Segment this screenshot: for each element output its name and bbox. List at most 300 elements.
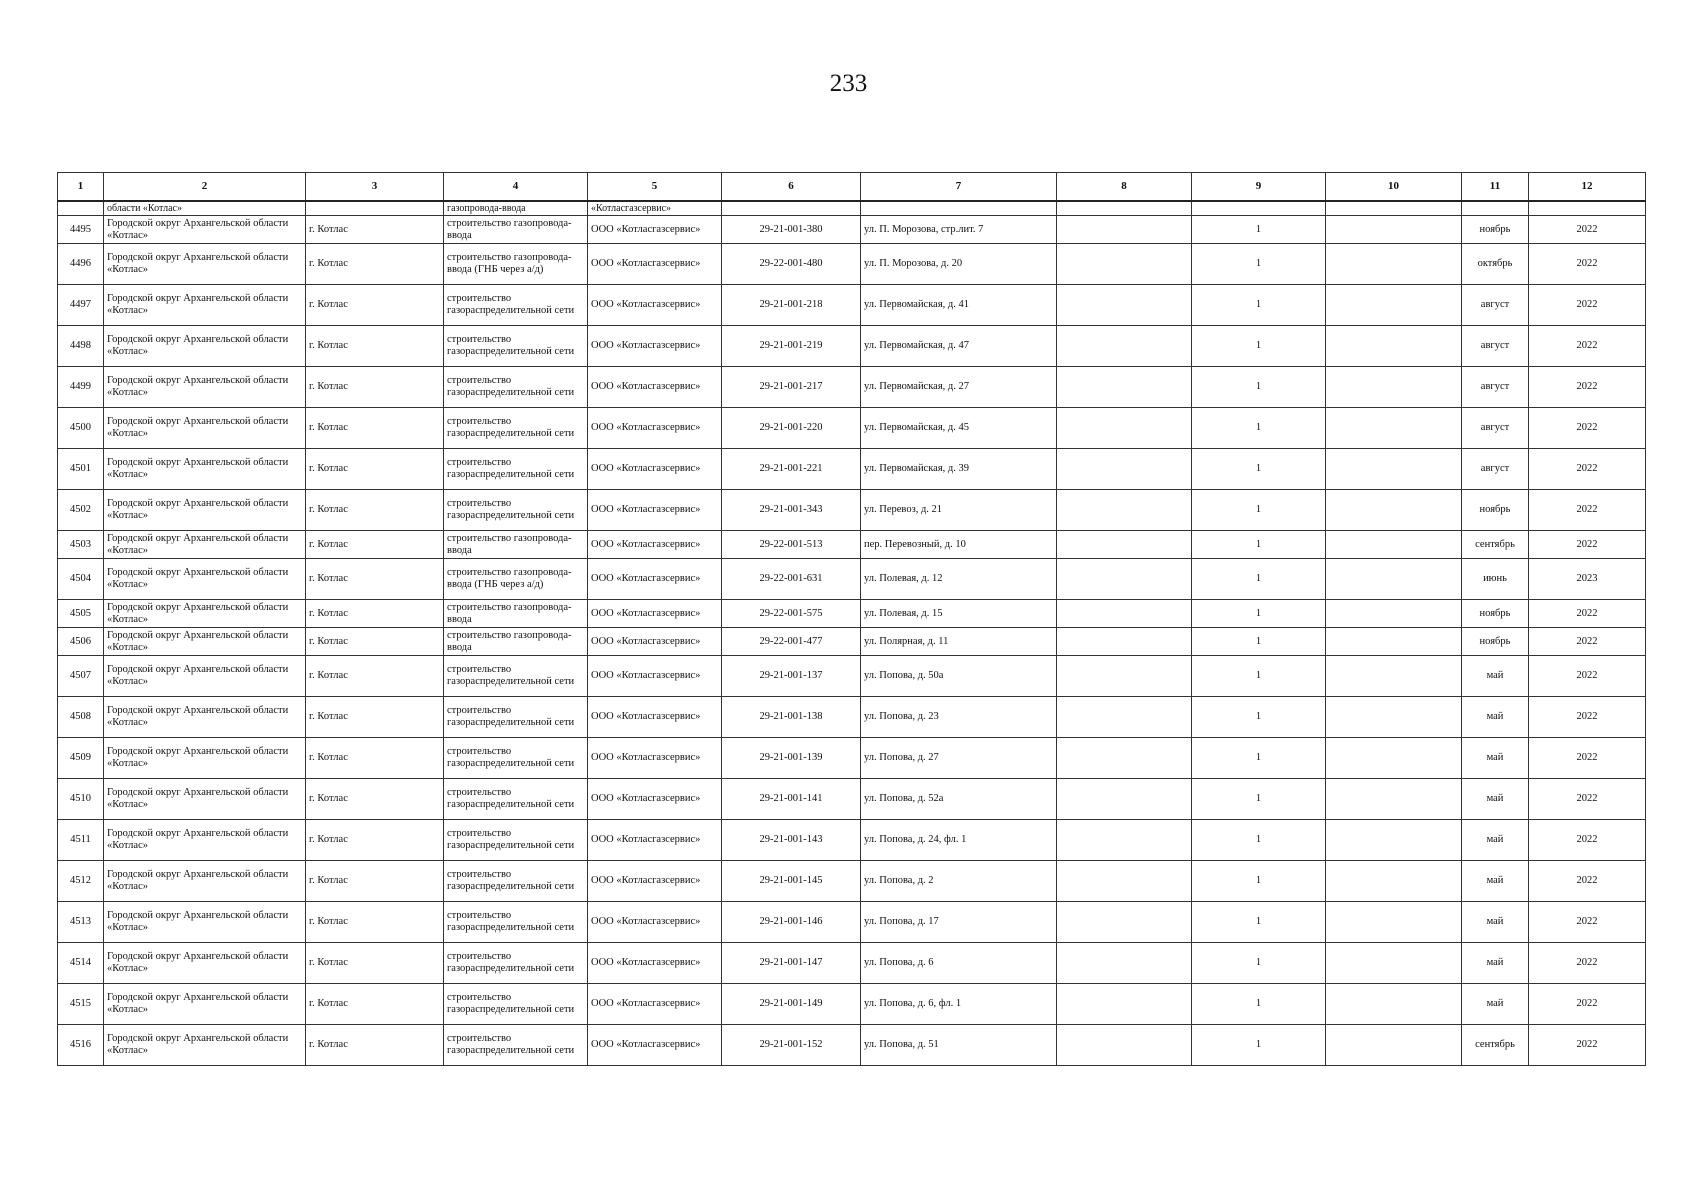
cell-col8 <box>1057 943 1192 984</box>
cell-number: 4510 <box>58 779 104 820</box>
cell-month: май <box>1462 902 1529 943</box>
cell-year: 2022 <box>1529 820 1646 861</box>
cell-col10 <box>1326 326 1462 367</box>
cell-col8 <box>1057 216 1192 244</box>
cell-address: ул. П. Морозова, д. 20 <box>861 244 1057 285</box>
table-row <box>58 326 1646 367</box>
cell-year: 2022 <box>1529 244 1646 285</box>
cell-address: ул. Полевая, д. 15 <box>861 600 1057 628</box>
table-row <box>58 559 1646 600</box>
column-header-8: 8 <box>1057 173 1192 202</box>
cell-month: август <box>1462 285 1529 326</box>
cell-number: 4505 <box>58 600 104 628</box>
cell-col10 <box>1326 244 1462 285</box>
cell-col8 <box>1057 559 1192 600</box>
cell-col8 <box>1057 531 1192 559</box>
cell-work: строительство газораспределительной сети <box>444 1025 588 1066</box>
cell-address: ул. Попова, д. 51 <box>861 1025 1057 1066</box>
cell-number <box>58 201 104 216</box>
cell-month: ноябрь <box>1462 628 1529 656</box>
cell-col10 <box>1326 367 1462 408</box>
cell-number: 4503 <box>58 531 104 559</box>
cell-col9: 1 <box>1192 559 1326 600</box>
cell-code: 29-21-001-221 <box>722 449 861 490</box>
cell-organization: ООО «Котласгазсервис» <box>588 367 722 408</box>
cell-year: 2022 <box>1529 367 1646 408</box>
column-header-11: 11 <box>1462 173 1529 202</box>
table-row <box>58 600 1646 628</box>
cell-number: 4502 <box>58 490 104 531</box>
cell-organization: ООО «Котласгазсервис» <box>588 984 722 1025</box>
table-row <box>58 285 1646 326</box>
cell-year <box>1529 201 1646 216</box>
cell-owner: Городской округ Архангельской области «Котлас» <box>104 984 306 1025</box>
cell-year: 2022 <box>1529 449 1646 490</box>
cell-number: 4508 <box>58 697 104 738</box>
cell-address: ул. Попова, д. 23 <box>861 697 1057 738</box>
cell-number: 4507 <box>58 656 104 697</box>
table-row <box>58 984 1646 1025</box>
cell-number: 4501 <box>58 449 104 490</box>
cell-col10 <box>1326 1025 1462 1066</box>
cell-col9: 1 <box>1192 216 1326 244</box>
cell-address: ул. Попова, д. 27 <box>861 738 1057 779</box>
cell-code: 29-21-001-218 <box>722 285 861 326</box>
cell-organization: ООО «Котласгазсервис» <box>588 216 722 244</box>
cell-organization: ООО «Котласгазсервис» <box>588 656 722 697</box>
table-row <box>58 216 1646 244</box>
cell-address: ул. Первомайская, д. 47 <box>861 326 1057 367</box>
cell-city: г. Котлас <box>306 326 444 367</box>
cell-owner: Городской округ Архангельской области «Котлас» <box>104 326 306 367</box>
cell-address: ул. Попова, д. 17 <box>861 902 1057 943</box>
cell-work: строительство газораспределительной сети <box>444 738 588 779</box>
table-row <box>58 1025 1646 1066</box>
cell-owner: Городской округ Архангельской области «Котлас» <box>104 738 306 779</box>
cell-city: г. Котлас <box>306 984 444 1025</box>
continuation-row <box>58 201 1646 216</box>
cell-address: ул. Попова, д. 24, фл. 1 <box>861 820 1057 861</box>
cell-col9: 1 <box>1192 367 1326 408</box>
cell-col9: 1 <box>1192 490 1326 531</box>
cell-work: строительство газораспределительной сети <box>444 656 588 697</box>
cell-month: ноябрь <box>1462 490 1529 531</box>
table-row <box>58 738 1646 779</box>
cell-organization: ООО «Котласгазсервис» <box>588 449 722 490</box>
cell-work: строительство газораспределительной сети <box>444 408 588 449</box>
cell-organization: ООО «Котласгазсервис» <box>588 738 722 779</box>
cell-col10 <box>1326 559 1462 600</box>
cell-number: 4500 <box>58 408 104 449</box>
cell-number: 4514 <box>58 943 104 984</box>
column-header-12: 12 <box>1529 173 1646 202</box>
table-row <box>58 367 1646 408</box>
cell-col9: 1 <box>1192 861 1326 902</box>
cell-col8 <box>1057 902 1192 943</box>
cell-year: 2023 <box>1529 559 1646 600</box>
cell-col9: 1 <box>1192 600 1326 628</box>
cell-col10 <box>1326 628 1462 656</box>
table-row <box>58 943 1646 984</box>
cell-city: г. Котлас <box>306 1025 444 1066</box>
cell-year: 2022 <box>1529 779 1646 820</box>
cell-code: 29-21-001-145 <box>722 861 861 902</box>
cell-col9: 1 <box>1192 943 1326 984</box>
cell-number: 4515 <box>58 984 104 1025</box>
cell-address: ул. Полярная, д. 11 <box>861 628 1057 656</box>
table-row <box>58 531 1646 559</box>
cell-code: 29-21-001-220 <box>722 408 861 449</box>
cell-year: 2022 <box>1529 628 1646 656</box>
cell-organization: ООО «Котласгазсервис» <box>588 943 722 984</box>
cell-month <box>1462 201 1529 216</box>
cell-organization: ООО «Котласгазсервис» <box>588 531 722 559</box>
cell-code: 29-21-001-137 <box>722 656 861 697</box>
cell-month: май <box>1462 984 1529 1025</box>
cell-col9: 1 <box>1192 984 1326 1025</box>
cell-address: ул. Первомайская, д. 39 <box>861 449 1057 490</box>
cell-number: 4495 <box>58 216 104 244</box>
cell-owner: Городской округ Архангельской области «Котлас» <box>104 559 306 600</box>
cell-month: июнь <box>1462 559 1529 600</box>
cell-organization: ООО «Котласгазсервис» <box>588 408 722 449</box>
cell-col8 <box>1057 490 1192 531</box>
cell-number: 4498 <box>58 326 104 367</box>
cell-code: 29-21-001-147 <box>722 943 861 984</box>
cell-work: строительство газораспределительной сети <box>444 326 588 367</box>
cell-col9: 1 <box>1192 779 1326 820</box>
table-row <box>58 697 1646 738</box>
cell-organization: ООО «Котласгазсервис» <box>588 244 722 285</box>
cell-code: 29-21-001-217 <box>722 367 861 408</box>
cell-organization: ООО «Котласгазсервис» <box>588 697 722 738</box>
cell-code: 29-21-001-380 <box>722 216 861 244</box>
cell-month: август <box>1462 367 1529 408</box>
cell-owner: Городской округ Архангельской области «Котлас» <box>104 861 306 902</box>
cell-work: строительство газораспределительной сети <box>444 984 588 1025</box>
cell-col9: 1 <box>1192 244 1326 285</box>
cell-year: 2022 <box>1529 738 1646 779</box>
cell-col8 <box>1057 697 1192 738</box>
cell-owner: Городской округ Архангельской области «Котлас» <box>104 490 306 531</box>
cell-number: 4506 <box>58 628 104 656</box>
cell-city: г. Котлас <box>306 216 444 244</box>
cell-city: г. Котлас <box>306 779 444 820</box>
cell-code <box>722 201 861 216</box>
cell-address: ул. Попова, д. 52а <box>861 779 1057 820</box>
cell-owner: Городской округ Архангельской области «Котлас» <box>104 902 306 943</box>
cell-col10 <box>1326 490 1462 531</box>
cell-col8 <box>1057 820 1192 861</box>
cell-code: 29-22-001-631 <box>722 559 861 600</box>
cell-city: г. Котлас <box>306 559 444 600</box>
cell-col9: 1 <box>1192 449 1326 490</box>
table-row <box>58 820 1646 861</box>
cell-organization: ООО «Котласгазсервис» <box>588 490 722 531</box>
cell-work: строительство газопровода-ввода <box>444 628 588 656</box>
cell-code: 29-21-001-143 <box>722 820 861 861</box>
column-header-6: 6 <box>722 173 861 202</box>
column-header-5: 5 <box>588 173 722 202</box>
document-table <box>57 172 1646 1066</box>
cell-col10 <box>1326 820 1462 861</box>
cell-city: г. Котлас <box>306 600 444 628</box>
cell-year: 2022 <box>1529 902 1646 943</box>
cell-organization: ООО «Котласгазсервис» <box>588 326 722 367</box>
cell-city <box>306 201 444 216</box>
cell-col8 <box>1057 244 1192 285</box>
cell-year: 2022 <box>1529 656 1646 697</box>
cell-month: ноябрь <box>1462 600 1529 628</box>
column-header-7: 7 <box>861 173 1057 202</box>
column-header-10: 10 <box>1326 173 1462 202</box>
table-header <box>58 173 1646 202</box>
cell-code: 29-21-001-146 <box>722 902 861 943</box>
cell-year: 2022 <box>1529 408 1646 449</box>
cell-col9: 1 <box>1192 738 1326 779</box>
cell-col9: 1 <box>1192 902 1326 943</box>
table-row <box>58 449 1646 490</box>
column-header-4: 4 <box>444 173 588 202</box>
cell-owner: области «Котлас» <box>104 201 306 216</box>
cell-number: 4504 <box>58 559 104 600</box>
cell-year: 2022 <box>1529 490 1646 531</box>
cell-work: строительство газораспределительной сети <box>444 779 588 820</box>
cell-col8 <box>1057 285 1192 326</box>
cell-owner: Городской округ Архангельской области «Котлас» <box>104 600 306 628</box>
cell-code: 29-21-001-219 <box>722 326 861 367</box>
cell-month: сентябрь <box>1462 1025 1529 1066</box>
cell-address: ул. Первомайская, д. 45 <box>861 408 1057 449</box>
cell-col8 <box>1057 738 1192 779</box>
cell-work: строительство газораспределительной сети <box>444 285 588 326</box>
cell-city: г. Котлас <box>306 449 444 490</box>
cell-code: 29-21-001-343 <box>722 490 861 531</box>
cell-year: 2022 <box>1529 697 1646 738</box>
cell-owner: Городской округ Архангельской области «Котлас» <box>104 943 306 984</box>
cell-col9 <box>1192 201 1326 216</box>
cell-col8 <box>1057 1025 1192 1066</box>
cell-owner: Городской округ Архангельской области «Котлас» <box>104 449 306 490</box>
cell-owner: Городской округ Архангельской области «Котлас» <box>104 408 306 449</box>
cell-col10 <box>1326 738 1462 779</box>
cell-code: 29-21-001-139 <box>722 738 861 779</box>
cell-work: строительство газопровода-ввода <box>444 600 588 628</box>
cell-col8 <box>1057 861 1192 902</box>
cell-address: пер. Перевозный, д. 10 <box>861 531 1057 559</box>
cell-owner: Городской округ Архангельской области «Котлас» <box>104 697 306 738</box>
cell-col10 <box>1326 697 1462 738</box>
cell-work: строительство газораспределительной сети <box>444 820 588 861</box>
cell-address: ул. Первомайская, д. 27 <box>861 367 1057 408</box>
cell-work: строительство газораспределительной сети <box>444 902 588 943</box>
cell-number: 4516 <box>58 1025 104 1066</box>
table-row <box>58 902 1646 943</box>
cell-year: 2022 <box>1529 600 1646 628</box>
cell-col8 <box>1057 628 1192 656</box>
cell-month: май <box>1462 656 1529 697</box>
cell-col10 <box>1326 449 1462 490</box>
cell-city: г. Котлас <box>306 531 444 559</box>
cell-owner: Городской округ Архангельской области «Котлас» <box>104 779 306 820</box>
cell-owner: Городской округ Архангельской области «Котлас» <box>104 820 306 861</box>
cell-organization: ООО «Котласгазсервис» <box>588 600 722 628</box>
cell-owner: Городской округ Архангельской области «Котлас» <box>104 1025 306 1066</box>
table-row <box>58 779 1646 820</box>
cell-col10 <box>1326 531 1462 559</box>
cell-year: 2022 <box>1529 861 1646 902</box>
cell-col8 <box>1057 656 1192 697</box>
cell-col8 <box>1057 449 1192 490</box>
cell-number: 4499 <box>58 367 104 408</box>
cell-organization: ООО «Котласгазсервис» <box>588 902 722 943</box>
cell-number: 4513 <box>58 902 104 943</box>
cell-city: г. Котлас <box>306 628 444 656</box>
cell-owner: Городской округ Архангельской области «Котлас» <box>104 656 306 697</box>
cell-address: ул. П. Морозова, стр.лит. 7 <box>861 216 1057 244</box>
cell-work: строительство газораспределительной сети <box>444 490 588 531</box>
cell-address: ул. Попова, д. 6, фл. 1 <box>861 984 1057 1025</box>
column-header-1: 1 <box>58 173 104 202</box>
cell-owner: Городской округ Архангельской области «Котлас» <box>104 285 306 326</box>
cell-col10 <box>1326 861 1462 902</box>
cell-col10 <box>1326 902 1462 943</box>
cell-year: 2022 <box>1529 984 1646 1025</box>
cell-col9: 1 <box>1192 697 1326 738</box>
column-header-2: 2 <box>104 173 306 202</box>
cell-month: август <box>1462 326 1529 367</box>
cell-owner: Городской округ Архангельской области «Котлас» <box>104 531 306 559</box>
cell-city: г. Котлас <box>306 408 444 449</box>
cell-month: май <box>1462 943 1529 984</box>
cell-month: май <box>1462 820 1529 861</box>
cell-col9: 1 <box>1192 326 1326 367</box>
cell-month: октябрь <box>1462 244 1529 285</box>
cell-organization: ООО «Котласгазсервис» <box>588 285 722 326</box>
cell-year: 2022 <box>1529 943 1646 984</box>
cell-number: 4512 <box>58 861 104 902</box>
cell-organization: ООО «Котласгазсервис» <box>588 779 722 820</box>
cell-year: 2022 <box>1529 285 1646 326</box>
table-row <box>58 861 1646 902</box>
table-row <box>58 490 1646 531</box>
cell-organization: ООО «Котласгазсервис» <box>588 559 722 600</box>
cell-city: г. Котлас <box>306 244 444 285</box>
cell-owner: Городской округ Архангельской области «Котлас» <box>104 216 306 244</box>
cell-city: г. Котлас <box>306 861 444 902</box>
cell-city: г. Котлас <box>306 656 444 697</box>
cell-col10 <box>1326 201 1462 216</box>
cell-code: 29-21-001-149 <box>722 984 861 1025</box>
cell-month: август <box>1462 449 1529 490</box>
cell-code: 29-22-001-575 <box>722 600 861 628</box>
cell-address: ул. Попова, д. 6 <box>861 943 1057 984</box>
cell-address: ул. Перевоз, д. 21 <box>861 490 1057 531</box>
cell-code: 29-21-001-152 <box>722 1025 861 1066</box>
cell-col10 <box>1326 656 1462 697</box>
cell-organization: ООО «Котласгазсервис» <box>588 820 722 861</box>
cell-work: строительство газораспределительной сети <box>444 367 588 408</box>
cell-month: сентябрь <box>1462 531 1529 559</box>
cell-col10 <box>1326 408 1462 449</box>
cell-col10 <box>1326 216 1462 244</box>
cell-col8 <box>1057 600 1192 628</box>
cell-col10 <box>1326 285 1462 326</box>
cell-work: строительство газопровода-ввода <box>444 216 588 244</box>
cell-address: ул. Попова, д. 50а <box>861 656 1057 697</box>
cell-work: строительство газораспределительной сети <box>444 943 588 984</box>
cell-organization: ООО «Котласгазсервис» <box>588 628 722 656</box>
cell-code: 29-22-001-477 <box>722 628 861 656</box>
cell-address: ул. Попова, д. 2 <box>861 861 1057 902</box>
cell-col9: 1 <box>1192 628 1326 656</box>
cell-city: г. Котлас <box>306 820 444 861</box>
cell-work: строительство газораспределительной сети <box>444 697 588 738</box>
cell-address: ул. Первомайская, д. 41 <box>861 285 1057 326</box>
cell-col10 <box>1326 600 1462 628</box>
column-header-3: 3 <box>306 173 444 202</box>
cell-col8 <box>1057 408 1192 449</box>
cell-address <box>861 201 1057 216</box>
cell-organization: «Котласгазсервис» <box>588 201 722 216</box>
cell-month: май <box>1462 738 1529 779</box>
page-number: 233 <box>829 70 868 97</box>
cell-col9: 1 <box>1192 820 1326 861</box>
cell-number: 4509 <box>58 738 104 779</box>
cell-year: 2022 <box>1529 216 1646 244</box>
cell-organization: ООО «Котласгазсервис» <box>588 1025 722 1066</box>
cell-owner: Городской округ Архангельской области «Котлас» <box>104 244 306 285</box>
cell-city: г. Котлас <box>306 490 444 531</box>
cell-year: 2022 <box>1529 1025 1646 1066</box>
cell-code: 29-21-001-138 <box>722 697 861 738</box>
cell-year: 2022 <box>1529 326 1646 367</box>
cell-month: ноябрь <box>1462 216 1529 244</box>
cell-number: 4497 <box>58 285 104 326</box>
cell-col8 <box>1057 984 1192 1025</box>
cell-col9: 1 <box>1192 408 1326 449</box>
cell-work: строительство газопровода-ввода (ГНБ через а/д) <box>444 244 588 285</box>
cell-col9: 1 <box>1192 656 1326 697</box>
cell-month: май <box>1462 779 1529 820</box>
cell-col9: 1 <box>1192 1025 1326 1066</box>
table-body <box>58 201 1646 1066</box>
table-row <box>58 244 1646 285</box>
table-row <box>58 628 1646 656</box>
cell-month: май <box>1462 697 1529 738</box>
column-header-9: 9 <box>1192 173 1326 202</box>
cell-col8 <box>1057 779 1192 820</box>
table-row <box>58 656 1646 697</box>
cell-number: 4496 <box>58 244 104 285</box>
cell-owner: Городской округ Архангельской области «Котлас» <box>104 628 306 656</box>
cell-col8 <box>1057 201 1192 216</box>
cell-code: 29-22-001-480 <box>722 244 861 285</box>
cell-city: г. Котлас <box>306 902 444 943</box>
cell-code: 29-22-001-513 <box>722 531 861 559</box>
cell-number: 4511 <box>58 820 104 861</box>
cell-work: строительство газораспределительной сети <box>444 449 588 490</box>
cell-col9: 1 <box>1192 285 1326 326</box>
cell-city: г. Котлас <box>306 367 444 408</box>
cell-city: г. Котлас <box>306 738 444 779</box>
cell-code: 29-21-001-141 <box>722 779 861 820</box>
cell-work: газопровода-ввода <box>444 201 588 216</box>
cell-month: август <box>1462 408 1529 449</box>
cell-work: строительство газопровода-ввода (ГНБ через а/д) <box>444 559 588 600</box>
cell-col10 <box>1326 943 1462 984</box>
cell-col10 <box>1326 779 1462 820</box>
